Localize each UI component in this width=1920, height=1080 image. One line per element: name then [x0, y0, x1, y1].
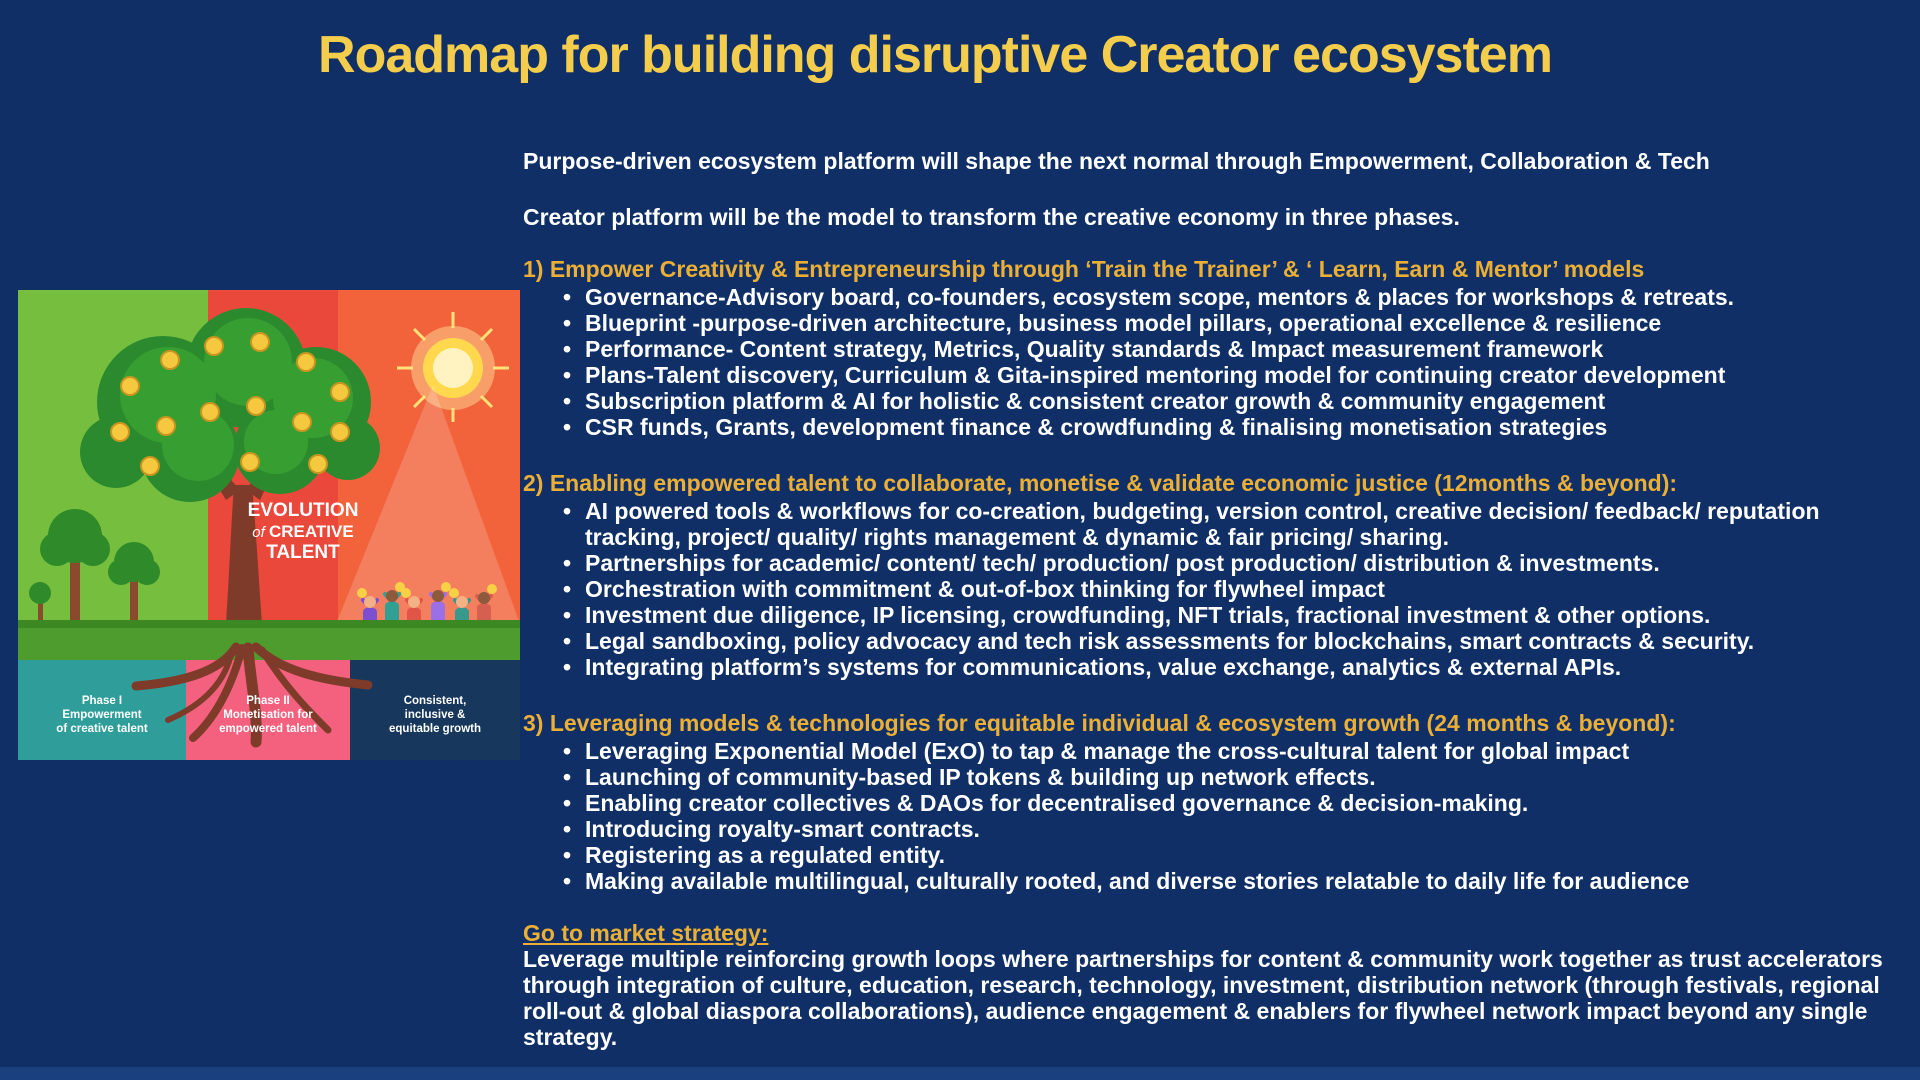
phase-labels [56, 695, 481, 735]
bullet-item: • Orchestration with commitment & out-of-box thinking for flywheel impact [561, 576, 1908, 602]
bullet-item: • AI powered tools & workflows for co-creation, budgeting, version control, creative decision/ feedback/ reputation tracking, project/ quality/ rights management & dynamic & fair pricing/ sharing. [561, 498, 1908, 550]
section-1-bullets [523, 284, 1908, 440]
bullet-item: • Registering as a regulated entity. [561, 842, 1908, 868]
bullet-item: • Governance-Advisory board, co-founders, ecosystem scope, mentors & places for workshops & retreats. [561, 284, 1908, 310]
go-to-market-section [523, 920, 1908, 1050]
svg-text:inclusive &: inclusive & [404, 709, 466, 721]
bullet-item: • Legal sandboxing, policy advocacy and tech risk assessments for blockchains, smart contracts & security. [561, 628, 1908, 654]
section-2-bullets [523, 498, 1908, 680]
svg-text:empowered talent: empowered talent [219, 723, 317, 735]
section-3-heading: 3) Leveraging models & technologies for equitable individual & ecosystem growth (24 months & beyond): [523, 710, 1676, 736]
section-1 [523, 256, 1908, 440]
svg-text:Consistent,: Consistent, [403, 695, 467, 707]
illustration-canvas [18, 290, 520, 760]
content-column [523, 148, 1908, 1050]
intro-line-1: Purpose-driven ecosystem platform will shape the next normal through Empowerment, Collaboration & Tech [523, 148, 1710, 174]
bullet-item: • Investment due diligence, IP licensing, crowdfunding, NFT trials, fractional investment & other options. [561, 602, 1908, 628]
page-title: Roadmap for building disruptive Creator ecosystem [318, 26, 1552, 84]
bullet-item: • Launching of community-based IP tokens & building up network effects. [561, 764, 1908, 790]
caption-line-2: of CREATIVE [252, 522, 354, 541]
caption-line-1: EVOLUTION [247, 500, 359, 521]
bullet-item: • Integrating platform’s systems for communications, value exchange, analytics & external APIs. [561, 654, 1908, 680]
evolution-of-creative-talent-illustration [18, 290, 520, 760]
svg-text:Phase I: Phase I [81, 695, 123, 707]
go-to-market-heading: Go to market strategy: [523, 920, 769, 946]
bullet-item: • Performance- Content strategy, Metrics, Quality standards & Impact measurement framework [561, 336, 1908, 362]
section-2 [523, 470, 1908, 680]
bullet-item: • Partnerships for academic/ content/ tech/ production/ post production/ distribution & investments. [561, 550, 1908, 576]
section-2-heading: 2) Enabling empowered talent to collaborate, monetise & validate economic justice (12months & beyond): [523, 470, 1678, 496]
bullet-item: • Leveraging Exponential Model (ExO) to tap & manage the cross-cultural talent for global impact [561, 738, 1908, 764]
intro-line-2: Creator platform will be the model to transform the creative economy in three phases. [523, 204, 1460, 230]
svg-text:equitable growth: equitable growth [389, 723, 481, 735]
bullet-item: • CSR funds, Grants, development finance & crowdfunding & finalising monetisation strategies [561, 414, 1908, 440]
bullet-item: • Subscription platform & AI for holistic & consistent creator growth & community engagement [561, 388, 1908, 414]
svg-text:Monetisation for: Monetisation for [223, 709, 313, 721]
bullet-item: • Blueprint -purpose-driven architecture, business model pillars, operational excellence & resilience [561, 310, 1908, 336]
section-1-heading: 1) Empower Creativity & Entrepreneurship through ‘Train the Trainer’ & ‘ Learn, Earn & Mentor’ models [523, 256, 1645, 282]
section-3-bullets [523, 738, 1908, 894]
bullet-item: • Plans-Talent discovery, Curriculum & Gita-inspired mentoring model for continuing creator development [561, 362, 1908, 388]
bullet-item: • Enabling creator collectives & DAOs for decentralised governance & decision-making. [561, 790, 1908, 816]
svg-text:Phase II: Phase II [246, 695, 290, 707]
go-to-market-body: Leverage multiple reinforcing growth loops where partnerships for content & community work together as trust accelerators through integration of culture, education, research, technology, investment, distribution network (through festivals, regional roll-out & global diaspora collaborations), audience engagement & enablers for flywheel network impact beyond any single strategy. [523, 946, 1883, 1050]
svg-text:Empowerment: Empowerment [62, 709, 142, 721]
bottom-accent-strip [0, 1067, 1920, 1080]
bullet-item: • Making available multilingual, culturally rooted, and diverse stories relatable to daily life for audience [561, 868, 1908, 894]
caption-line-3: TALENT [266, 542, 340, 563]
bullet-item: • Introducing royalty-smart contracts. [561, 816, 1908, 842]
section-3 [523, 710, 1908, 894]
svg-text:of creative talent: of creative talent [56, 723, 148, 735]
